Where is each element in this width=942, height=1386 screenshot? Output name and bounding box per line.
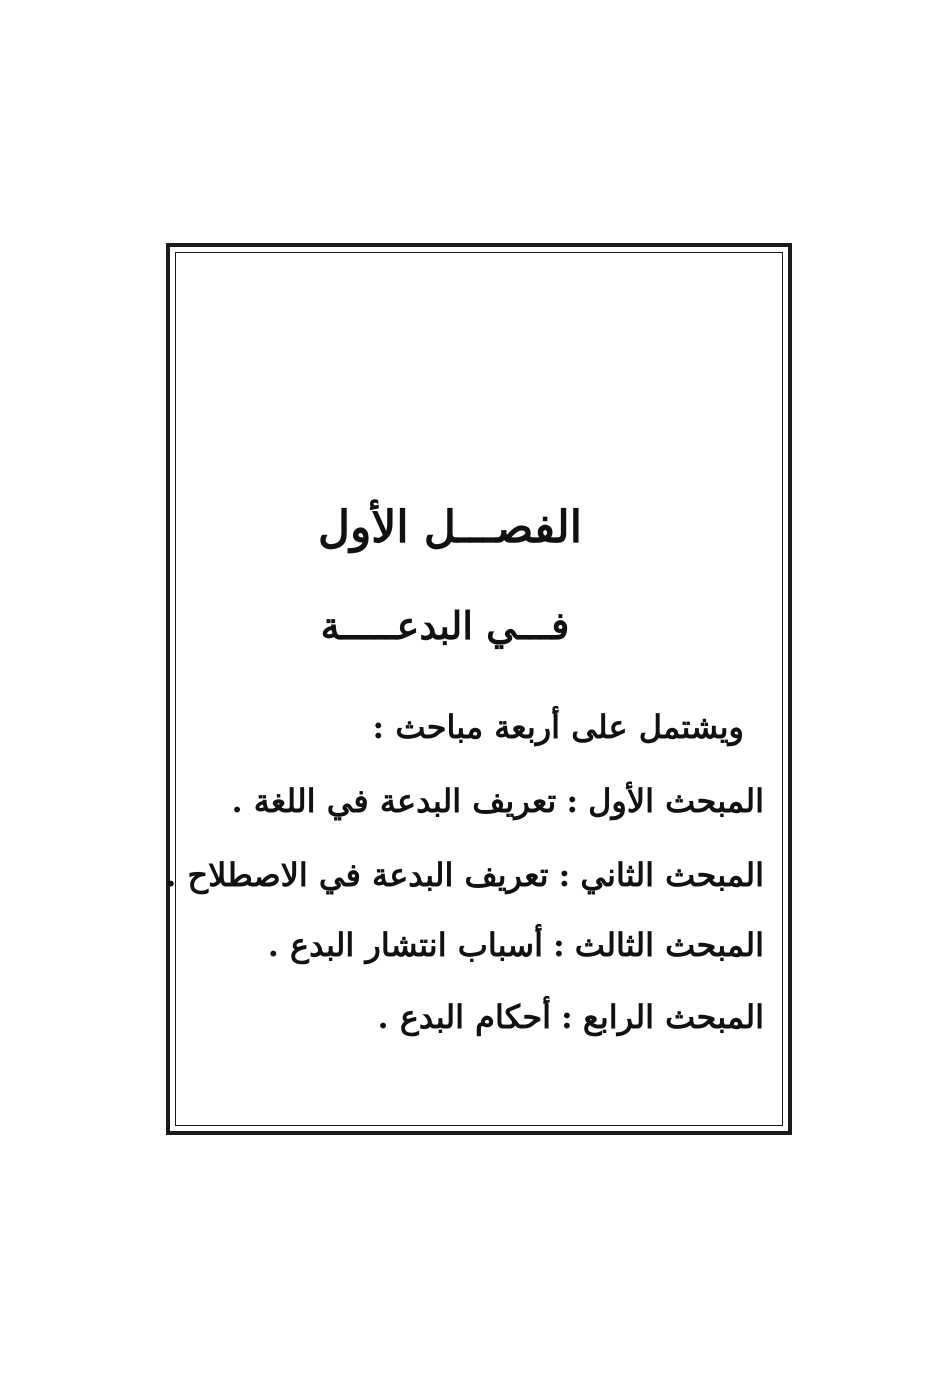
section-separator: : [566, 782, 579, 820]
section-text: تعريف البدعة في اللغة . [231, 782, 557, 820]
section-separator: : [561, 998, 573, 1036]
section-text: تعريف البدعة في الاصطلاح . [165, 856, 549, 894]
section-label: المبحث الثالث [574, 926, 764, 964]
section-item-3 [268, 920, 764, 970]
section-item-2 [165, 850, 764, 900]
chapter-subtitle: فـــي البدعـــــة [320, 603, 570, 648]
section-item-4 [378, 992, 764, 1042]
section-text: أحكام البدع . [377, 998, 552, 1036]
section-separator: : [558, 856, 571, 894]
section-separator: : [552, 926, 565, 964]
section-text: أسباب انتشار البدع . [267, 926, 543, 964]
chapter-title: الفصـــل الأول [318, 502, 582, 553]
section-label: المبحث الثاني [580, 856, 764, 894]
section-label: المبحث الرابع [582, 998, 764, 1036]
sections-intro: ويشتمل على أربعة مباحث : [372, 708, 744, 746]
section-item-1 [231, 776, 764, 826]
section-label: المبحث الأول [588, 782, 764, 820]
